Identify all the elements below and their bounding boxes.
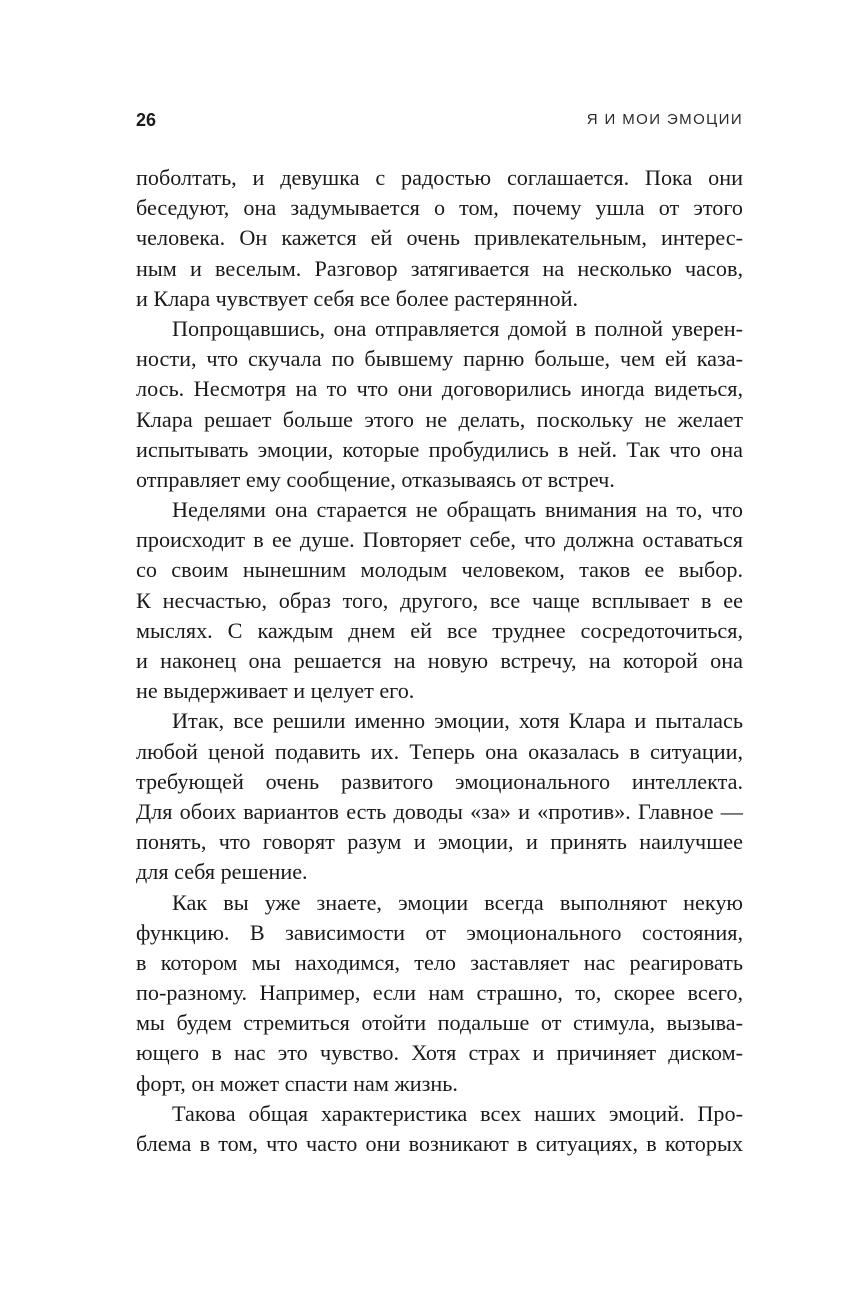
text-line: отправляет ему сообщение, отказываясь от встреч.	[136, 466, 615, 492]
running-header	[136, 108, 743, 138]
text-line: по-разному. Например, если нам страшно, то, скорее всего,	[136, 980, 743, 1006]
text-line: блема в том, что часто они возникают в ситуациях, в которых	[136, 1131, 743, 1156]
text-line: К несчастью, образ того, другого, все чаще всплывает в ее	[136, 587, 743, 613]
text-line: испытывать эмоции, которые пробудились в ней. Так что она	[136, 436, 743, 462]
text-line: лось. Несмотря на то что они договорились иногда видеться,	[136, 376, 743, 402]
paragraph-first-line: Как вы уже знаете, эмоции всегда выполняют некую	[172, 889, 743, 915]
paragraph-first-line: Итак, все решили именно эмоции, хотя Клара и пыталась	[172, 708, 743, 734]
text-line: ющего в нас это чувство. Хотя страх и причиняет диском-	[136, 1040, 743, 1066]
text-line: Для обоих вариантов есть доводы «за» и «против». Главное —	[136, 798, 743, 824]
text-line: в котором мы находимся, тело заставляет нас реагировать	[136, 949, 743, 975]
running-section-title: Я И МОИ ЭМОЦИИ	[586, 111, 743, 128]
text-line: для себя решение.	[136, 859, 308, 885]
text-line: мы будем стремиться отойти подальше от стимула, вызыва-	[136, 1010, 743, 1036]
text-line: требующей очень развитого эмоционального интеллекта.	[136, 768, 743, 794]
text-line: любой ценой подавить их. Теперь она оказалась в ситуации,	[136, 738, 743, 764]
body-text	[136, 163, 743, 1159]
text-line: человека. Он кажется ей очень привлекательным, интерес-	[136, 225, 743, 251]
text-line: понять, что говорят разум и эмоции, и принять наилучшее	[136, 829, 743, 855]
text-line: функцию. В зависимости от эмоционального состояния,	[136, 919, 743, 945]
paragraph-first-line: Попрощавшись, она отправляется домой в полной уверен-	[172, 315, 743, 341]
text-line: беседуют, она задумывается о том, почему ушла от этого	[136, 195, 743, 221]
text-line: со своим нынешним молодым человеком, таков ее выбор.	[136, 557, 743, 583]
page-number: 26	[136, 110, 157, 130]
text-line: происходит в ее душе. Повторяет себе, что должна оставаться	[136, 527, 743, 553]
text-line: не выдерживает и целует его.	[136, 678, 415, 704]
paragraph-first-line: Неделями она старается не обращать внимания на то, что	[172, 497, 743, 523]
text-line: мыслях. С каждым днем ей все труднее сосредоточиться,	[136, 617, 743, 643]
text-line: ности, что скучала по бывшему парню больше, чем ей каза-	[136, 346, 743, 372]
text-line: ным и веселым. Разговор затягивается на несколько часов,	[136, 255, 743, 281]
text-line: поболтать, и девушка с радостью соглашается. Пока они	[136, 165, 743, 190]
paragraph-first-line: Такова общая характеристика всех наших эмоций. Про-	[172, 1100, 743, 1126]
text-line: форт, он может спасти нам жизнь.	[136, 1070, 458, 1096]
text-line: Клара решает больше этого не делать, поскольку не желает	[136, 406, 743, 432]
text-line: и наконец она решается на новую встречу, на которой она	[136, 648, 743, 673]
text-line: и Клара чувствует себя все более растерянной.	[136, 285, 578, 311]
